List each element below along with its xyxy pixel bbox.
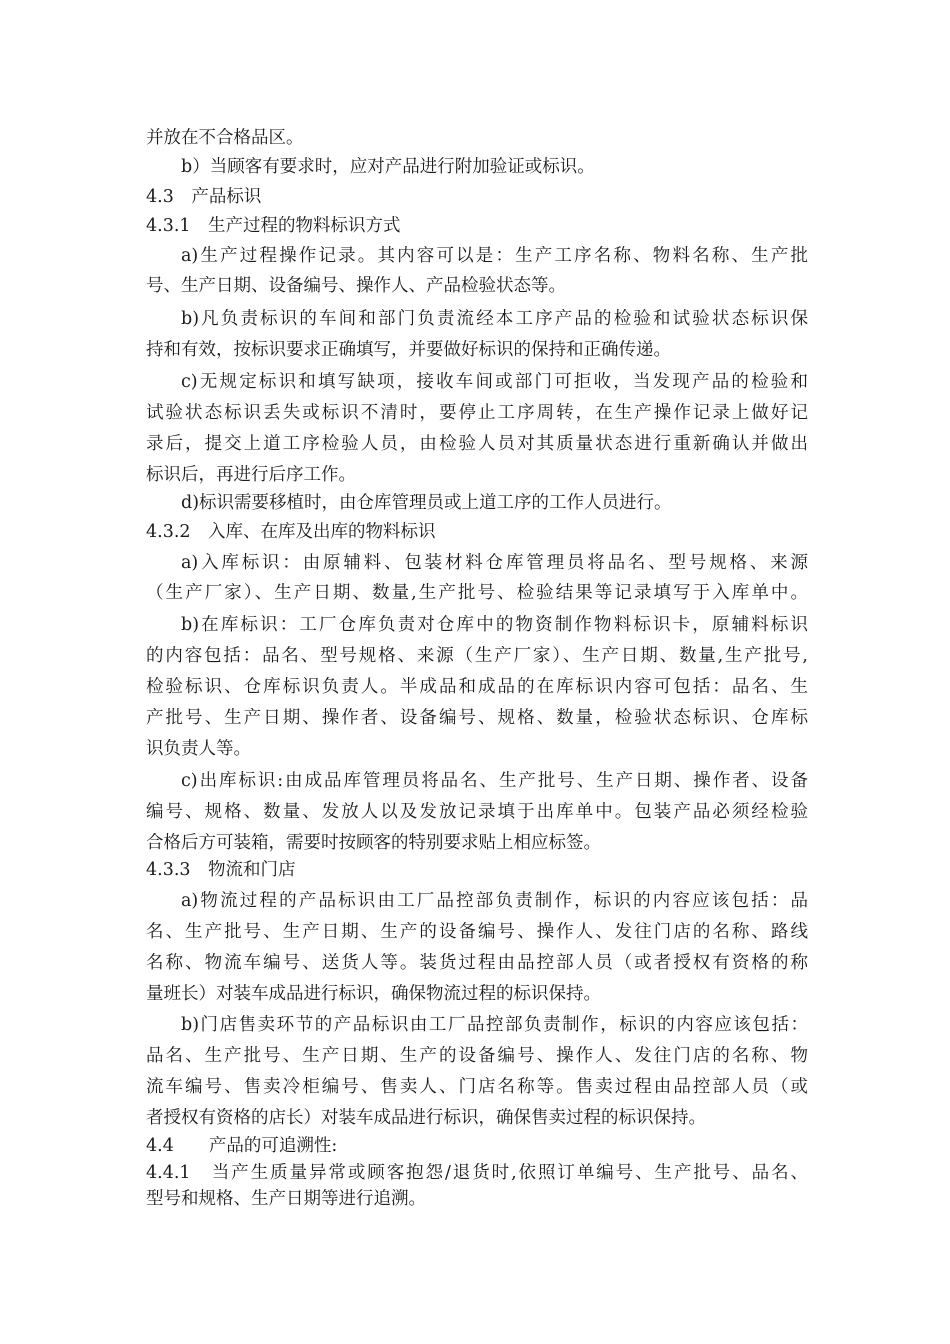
text-line: 量班长）对装车成品进行标识，确保物流过程的标识保持。 xyxy=(146,984,601,1004)
text-line: 编号、规格、数量、发放人以及发放记录填于出库单中。包装产品必须经检验 xyxy=(146,802,808,822)
text-line: b）当顾客有要求时，应对产品进行附加验证或标识。 xyxy=(181,157,595,177)
text-line: b)门店售卖环节的产品标识由工厂品控部负责制作，标识的内容应该包括： xyxy=(181,1015,808,1035)
section-heading: 4.3 产品标识 xyxy=(146,187,262,207)
text-line: 识负责人等。 xyxy=(146,739,251,759)
text-line: a)生产过程操作记录。其内容可以是：生产工序名称、物料名称、生产批 xyxy=(181,246,808,266)
text-line: 名、生产批号、生产日期、生产的设备编号、操作人、发往门店的名称、路线 xyxy=(146,922,808,942)
text-line: 持和有效，按标识要求正确填写，并要做好标识的保持和正确传递。 xyxy=(146,340,671,360)
text-line: 并放在不合格品区。 xyxy=(146,128,304,148)
text-line: （生产厂家）、生产日期、数量,生产批号、检验结果等记录填写于入库单中。 xyxy=(146,583,808,603)
text-line: 型号和规格、生产日期等进行追溯。 xyxy=(146,1189,426,1209)
subsection-heading: 4.3.3 物流和门店 xyxy=(146,860,296,880)
text-line: 流车编号、售卖冷柜编号、售卖人、门店名称等。售卖过程由品控部人员（或 xyxy=(146,1077,808,1097)
text-line: 品名、生产批号、生产日期、生产的设备编号、操作人、发往门店的名称、物 xyxy=(146,1046,808,1066)
text-line: 者授权有资格的店长）对装车成品进行标识，确保售卖过程的标识保持。 xyxy=(146,1108,706,1128)
text-line: a)物流过程的产品标识由工厂品控部负责制作，标识的内容应该包括：品 xyxy=(181,891,808,911)
text-line: 录后，提交上道工序检验人员，由检验人员对其质量状态进行重新确认并做出 xyxy=(146,434,808,454)
text-line: b)在库标识：工厂仓库负责对仓库中的物资制作物料标识卡，原辅料标识 xyxy=(181,615,808,635)
text-line: 名称、物流车编号、送货人等。装货过程由品控部人员（或者授权有资格的称 xyxy=(146,953,808,973)
text-line: c)出库标识:由成品库管理员将品名、生产批号、生产日期、操作者、设备 xyxy=(181,771,808,791)
subsection-heading: 4.3.1 生产过程的物料标识方式 xyxy=(146,216,401,236)
subsection-heading: 4.3.2 入库、在库及出库的物料标识 xyxy=(146,522,436,542)
section-heading: 4.4 产品的可追溯性: xyxy=(146,1136,338,1156)
text-line: 检验标识、仓库标识负责人。半成品和成品的在库标识内容可包括：品名、生 xyxy=(146,677,808,697)
text-line: d)标识需要移植时，由仓库管理员或上道工序的工作人员进行。 xyxy=(181,493,672,513)
text-line: 试验状态标识丢失或标识不清时，要停止工序周转，在生产操作记录上做好记 xyxy=(146,403,808,423)
text-line: 的内容包括：品名、型号规格、来源（生产厂家）、生产日期、数量,生产批号, xyxy=(146,646,808,666)
text-line: a)入库标识：由原辅料、包装材料仓库管理员将品名、型号规格、来源 xyxy=(181,553,808,573)
text-line: 标识后，再进行后序工作。 xyxy=(146,465,356,485)
text-line: c)无规定标识和填写缺项，接收车间或部门可拒收，当发现产品的检验和 xyxy=(181,372,808,392)
text-line: 合格后方可装箱，需要时按顾客的特别要求贴上相应标签。 xyxy=(146,833,601,853)
text-line: 产批号、生产日期、操作者、设备编号、规格、数量，检验状态标识、仓库标 xyxy=(146,708,808,728)
text-line: 号、生产日期、设备编号、操作人、产品检验状态等。 xyxy=(146,276,566,296)
text-line: b)凡负责标识的车间和部门负责流经本工序产品的检验和试验状态标识保 xyxy=(181,309,808,329)
text-line: 4.4.1 当产生质量异常或顾客抱怨/退货时,依照订单编号、生产批号、品名、 xyxy=(146,1163,808,1183)
